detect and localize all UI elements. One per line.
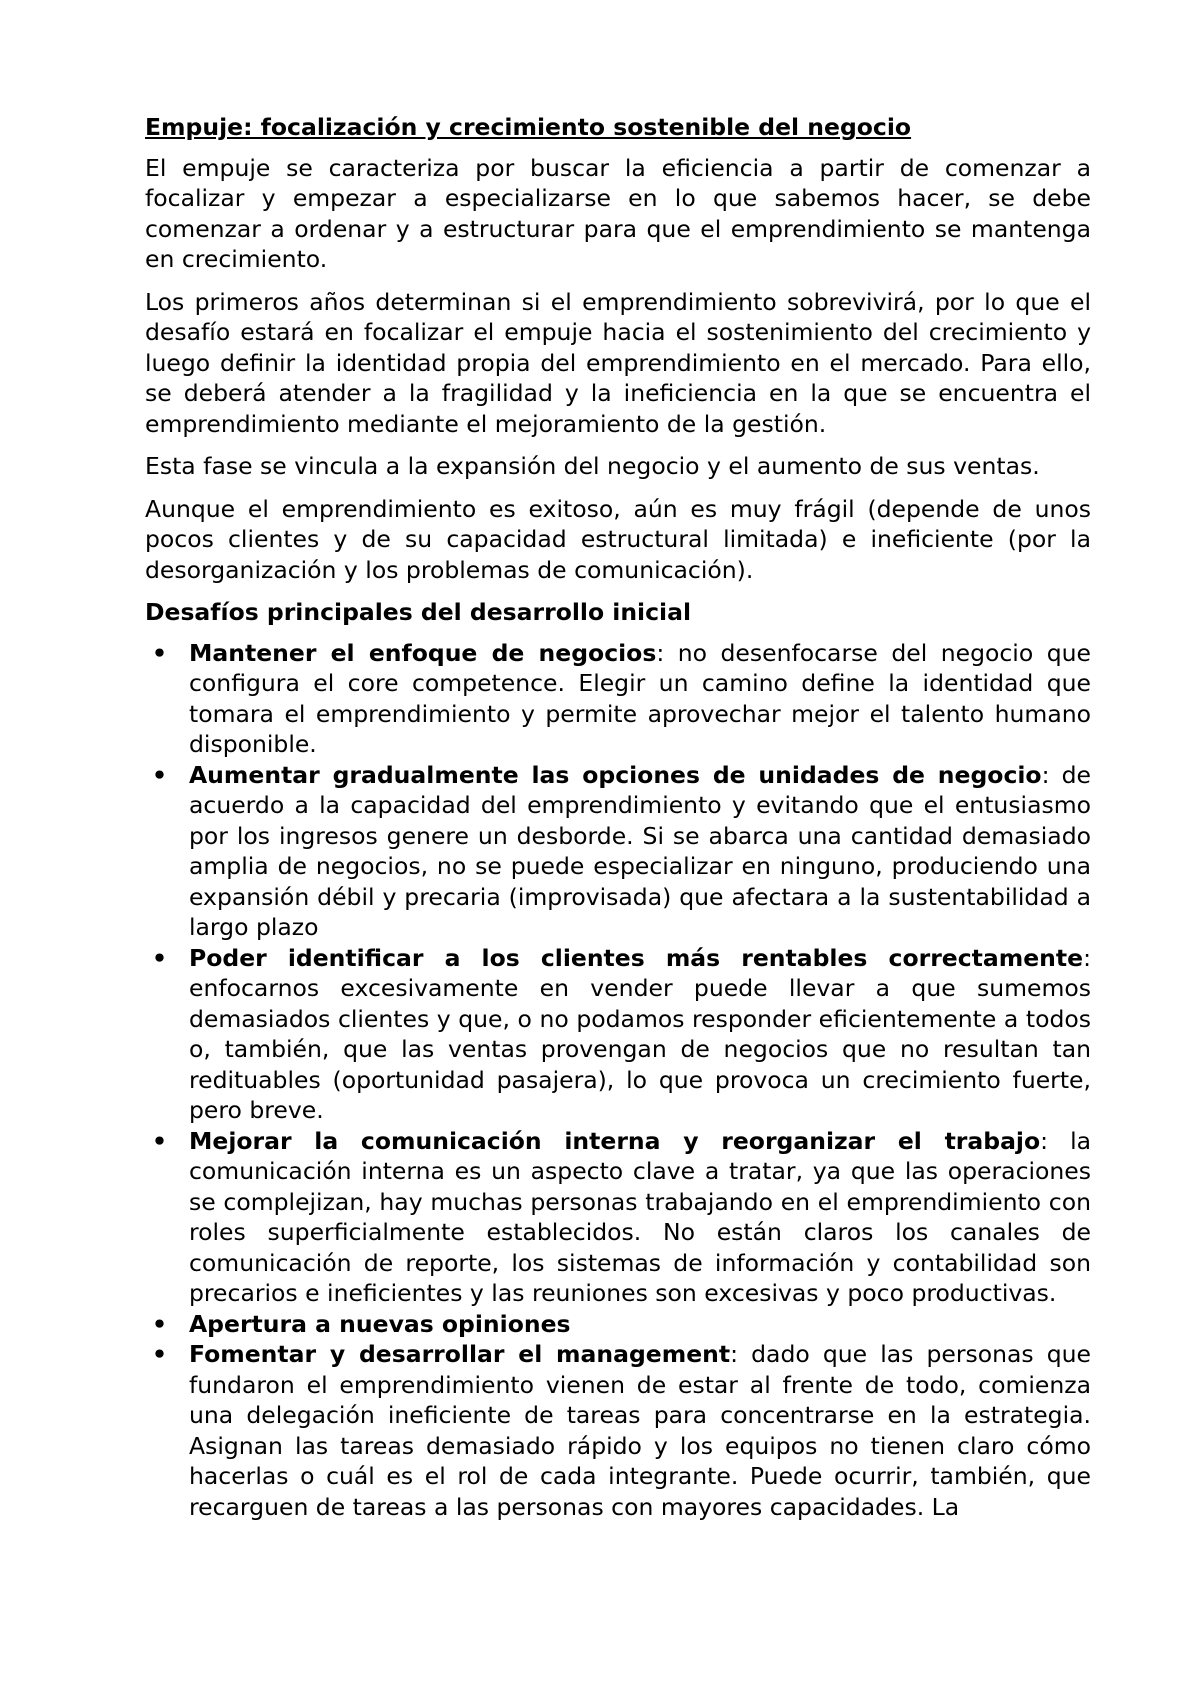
- bullet-icon: •: [152, 1340, 168, 1368]
- paragraph-text: Los primeros años determinan si el emprendimiento sobrevivirá, por lo que el desafío estará en focalizar el empuje hacia el sostenimiento del crecimiento y luego definir la identidad propia del emprendimiento en el mercado. Para ello, se deberá atender a la fragilidad y la ineficiencia en la que se encuentra el emprendimiento mediante el mejoramiento de la gestión.: [145, 287, 1091, 438]
- list-item-title: Mejorar la comunicación interna y reorganizar el trabajo: [189, 1126, 1041, 1155]
- list-item: [145, 1126, 1091, 1309]
- list-item-text: : dado que las personas que fundaron el emprendimiento vienen de estar al frente de todo, comienza una delegación ineficiente de tareas para concentrarse en la estrategia. Asignan las tareas demasiado rápido y los equipos no tienen claro cómo hacerlas o cuál es el rol de cada integrante. Puede ocurrir, también, que recarguen de tareas a las personas con mayores capacidades. La: [189, 1340, 1091, 1521]
- list-item: [145, 760, 1091, 943]
- paragraph-text: El empuje se caracteriza por buscar la eficiencia a partir de comenzar a focalizar y empezar a especializarse en lo que sabemos hacer, se debe comenzar a ordenar y a estructurar para que el emprendimiento se mantenga en crecimiento.: [145, 153, 1091, 273]
- list-item-title: Poder identificar a los clientes más rentables correctamente: [189, 943, 1084, 972]
- list-item-title: Aumentar gradualmente las opciones de unidades de negocio: [189, 760, 1042, 789]
- list-item-text: : la comunicación interna es un aspecto clave a tratar, ya que las operaciones se complejizan, hay muchas personas trabajando en el emprendimiento con roles superficialmente establecidos. No están claros los canales de comunicación de reporte, los sistemas de información y contabilidad son precarios e ineficientes y las reuniones son excesivas y poco productivas.: [189, 1126, 1092, 1307]
- list-item-text: : enfocarnos excesivamente en vender puede llevar a que sumemos demasiados clientes y que, o no podamos responder eficientemente a todos o, también, que las ventas provengan de negocios que no resultan tan redituables (oportunidad pasajera), lo que provoca un crecimiento fuerte, pero breve.: [189, 943, 1091, 1124]
- list-item: [145, 1309, 1091, 1340]
- list-item-text: : de acuerdo a la capacidad del emprendimiento y evitando que el entusiasmo por los ingresos genere un desborde. Si se abarca una cantidad demasiado amplia de negocios, no se puede especializar en ninguno, produciendo una expansión débil y precaria (improvisada) que afectara a la sustentabilidad a largo plazo: [189, 760, 1091, 941]
- bullet-icon: •: [152, 760, 168, 789]
- bullet-icon: •: [152, 638, 168, 667]
- list-item-title: Mantener el enfoque de negocios: [189, 638, 657, 667]
- list-item: [145, 1339, 1091, 1522]
- paragraph: [145, 451, 1091, 482]
- document-title: Empuje: focalización y crecimiento sostenible del negocio: [145, 113, 912, 141]
- list-item: [145, 943, 1091, 1126]
- paragraph: [145, 494, 1091, 586]
- list-item-title: Apertura a nuevas opiniones: [189, 1309, 571, 1338]
- list-item-title: Fomentar y desarrollar el management: [189, 1340, 731, 1368]
- bullet-icon: •: [152, 943, 168, 972]
- paragraph: [145, 153, 1091, 275]
- bullet-icon: •: [152, 1126, 168, 1155]
- section-heading: Desafíos principales del desarrollo inicial: [145, 598, 692, 626]
- list-item: [145, 638, 1091, 760]
- paragraph-text: Aunque el emprendimiento es exitoso, aún es muy frágil (depende de unos pocos clientes y de su capacidad estructural limitada) e ineficiente (por la desorganización y los problemas de comunicación).: [145, 494, 1091, 584]
- paragraph: [145, 287, 1091, 440]
- bullet-icon: •: [152, 1309, 168, 1338]
- list-item-text: : no desenfocarse del negocio que configura el core competence. Elegir un camino define la identidad que tomara el emprendimiento y permite aprovechar mejor el talento humano disponible.: [189, 638, 1091, 758]
- paragraph-text: Esta fase se vincula a la expansión del negocio y el aumento de sus ventas.: [145, 452, 1040, 480]
- document-page: [145, 112, 1091, 1522]
- challenges-list: [145, 638, 1091, 1523]
